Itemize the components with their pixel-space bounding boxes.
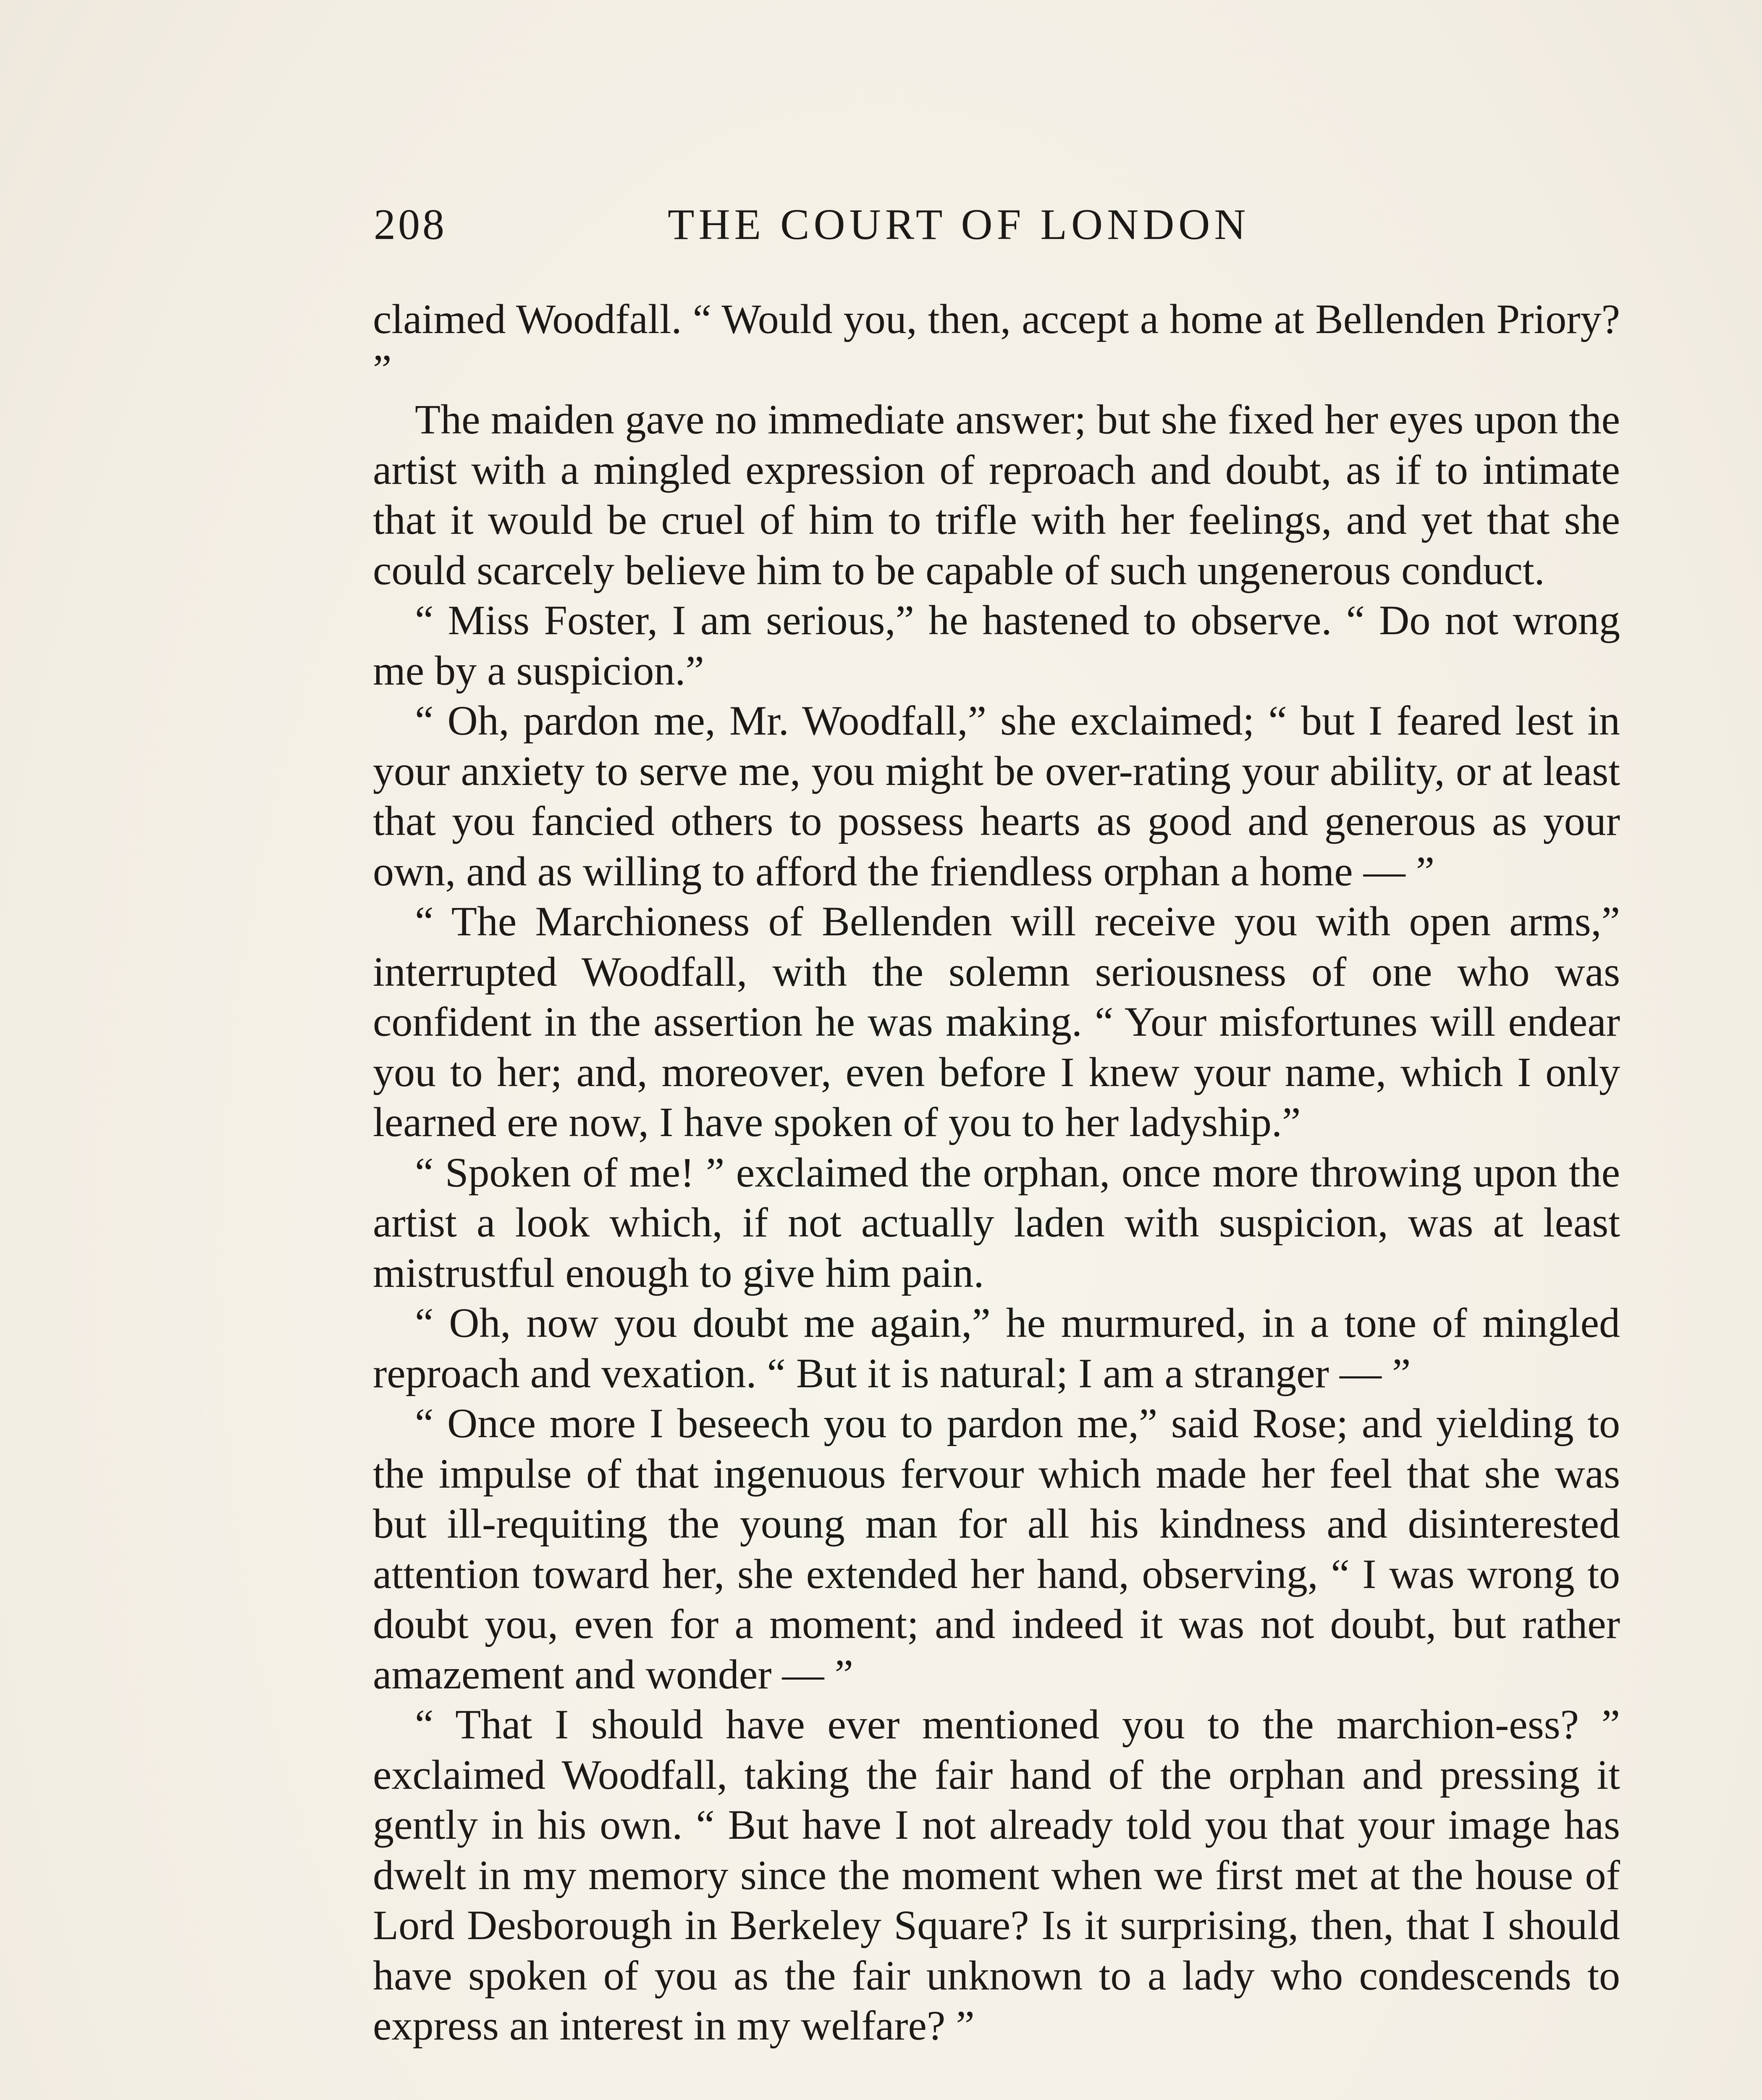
body-text — [373, 294, 1620, 2051]
paragraph: “ That I should have ever mentioned you to the marchion-ess? ” exclaimed Woodfall, taking the fair hand of the orphan and pressing it gently in his own. “ But have I not already told you that your image has dwelt in my memory since the moment when we first met at the house of Lord Desborough in Berkeley Square? Is it surprising, then, that I should have spoken of you as the fair unknown to a lady who condescends to express an interest in my welfare? ” — [373, 1701, 1620, 2049]
page-number: 208 — [374, 200, 447, 249]
book-title: THE COURT OF LONDON — [668, 200, 1250, 249]
paragraph: “ The Marchioness of Bellenden will receive you with open arms,” interrupted Woodfall, with the solemn seriousness of one who was confident in the assertion he was making. “ Your misfortunes will endear you to her; and, moreover, even before I knew your name, which I only learned ere now, I have spoken of you to her ladyship.” — [373, 898, 1620, 1145]
paragraph: The maiden gave no immediate answer; but she fixed her eyes upon the artist with a mingled expression of reproach and doubt, as if to intimate that it would be cruel of him to trifle with her feelings, and yet that she could scarcely believe him to be capable of such ungenerous conduct. — [373, 396, 1620, 593]
running-head — [374, 197, 1335, 252]
paragraph: “ Once more I beseech you to pardon me,” said Rose; and yielding to the impulse of that ingenuous fervour which made her feel that she was but ill-requiting the young man for all his kindness and disinterested attention toward her, she extended her hand, observing, “ I was wrong to doubt you, even for a moment; and indeed it was not doubt, but rather amazement and wonder — ” — [373, 1400, 1620, 1698]
paragraph: “ Oh, now you doubt me again,” he murmured, in a tone of mingled reproach and vexation. “ But it is natural; I am a stranger — ” — [373, 1299, 1620, 1396]
paragraph: claimed Woodfall. “ Would you, then, accept a home at Bellenden Priory? ” — [373, 296, 1620, 393]
paragraph: “ Miss Foster, I am serious,” he hastened to observe. “ Do not wrong me by a suspicion.” — [373, 597, 1620, 694]
paragraph: “ Spoken of me! ” exclaimed the orphan, once more throwing upon the artist a look which, if not actually laden with suspicion, was at least mistrustful enough to give him pain. — [373, 1149, 1620, 1296]
paragraph: “ Oh, pardon me, Mr. Woodfall,” she exclaimed; “ but I feared lest in your anxiety to serve me, you might be over-rating your ability, or at least that you fancied others to possess hearts as good and generous as your own, and as willing to afford the friendless orphan a home — ” — [373, 697, 1620, 895]
